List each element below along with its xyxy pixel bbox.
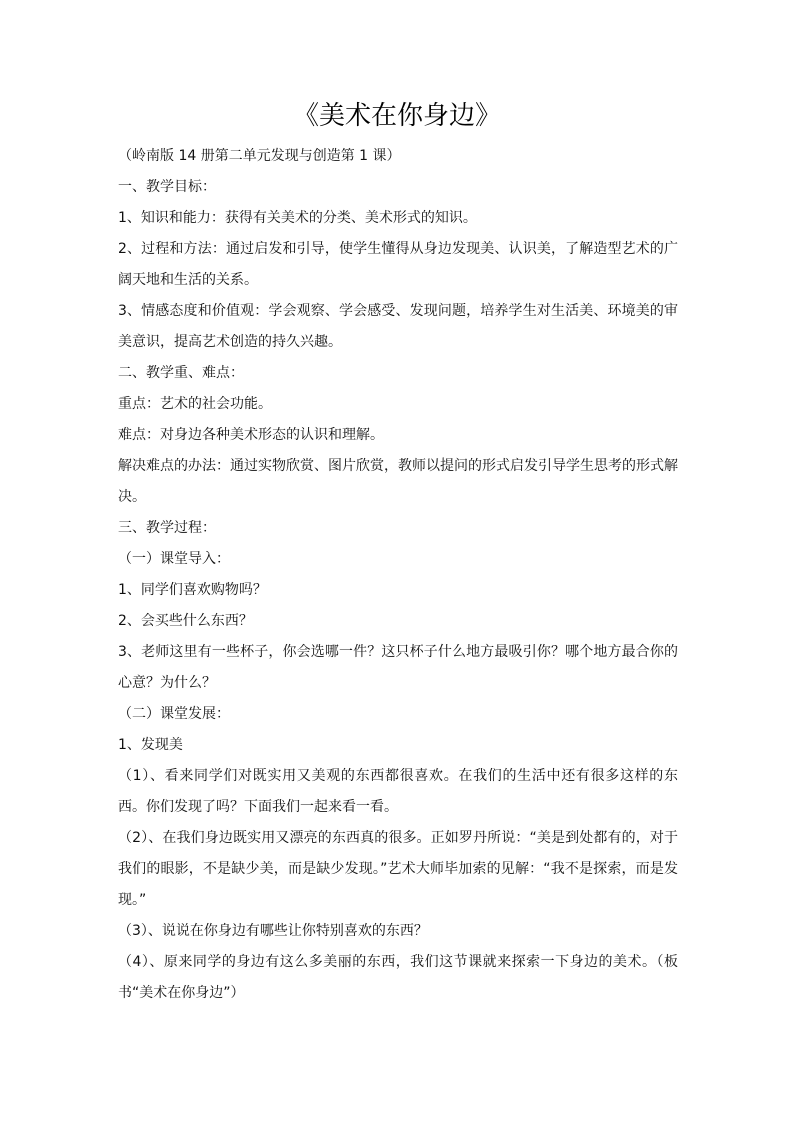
paragraph-attitude: 3、情感态度和价值观：学会观察、学会感受、发现问题，培养学生对生活美、环境美的审美意识，提高艺术创造的持久兴趣。 [118, 303, 678, 350]
paragraph-knowledge: 1、知识和能力：获得有关美术的分类、美术形式的知识。 [118, 210, 477, 226]
paragraph-solution: 解决难点的办法：通过实物欣赏、图片欣赏，教师以提问的形式启发引导学生思考的形式解决。 [118, 458, 678, 505]
paragraph-discover-4: （4）、原来同学的身边有这么多美丽的东西，我们这节课就来探索一下身边的美术。（板书“美术在你身边”） [118, 954, 678, 1001]
paragraph-discover-1: （1）、看来同学们对既实用又美观的东西都很喜欢。在我们的生活中还有很多这样的东西。你们发现了吗？下面我们一起来看一看。 [118, 768, 678, 815]
page-title: 《美术在你身边》 [292, 101, 501, 131]
subsection-heading-intro: （一）课堂导入： [118, 551, 230, 567]
document-body [118, 141, 678, 1009]
paragraph-key-point: 重点：艺术的社会功能。 [118, 396, 272, 412]
section-heading-objectives: 一、教学目标： [118, 179, 216, 195]
list-item-question-2: 2、会买些什么东西？ [118, 613, 253, 629]
paragraph-process: 2、过程和方法：通过启发和引导，使学生懂得从身边发现美、认识美，了解造型艺术的广阔天地和生活的关系。 [118, 241, 678, 288]
list-item-question-1: 1、同学们喜欢购物吗？ [118, 582, 267, 598]
section-heading-key-points: 二、教学重、难点： [118, 365, 244, 381]
section-heading-process: 三、教学过程： [118, 520, 216, 536]
list-item-discover-beauty: 1、发现美 [118, 737, 183, 753]
paragraph-discover-3: （3）、说说在你身边有哪些让你特别喜欢的东西？ [118, 923, 428, 939]
paragraph-difficulty: 难点：对身边各种美术形态的认识和理解。 [118, 427, 384, 443]
subtitle-line: （岭南版 14 册第二单元发现与创造第 1 课） [118, 148, 401, 164]
paragraph-discover-2: （2）、在我们身边既实用又漂亮的东西真的很多。正如罗丹所说：“美是到处都有的，对于我们的眼影，不是缺少美，而是缺少发现。”艺术大师毕加索的见解：“我不是探索，而是发现。” [118, 830, 678, 908]
list-item-question-3: 3、老师这里有一些杯子，你会选哪一件？这只杯子什么地方最吸引你？哪个地方最合你的心意？为什么？ [118, 644, 678, 691]
subsection-heading-development: （二）课堂发展： [118, 706, 230, 722]
